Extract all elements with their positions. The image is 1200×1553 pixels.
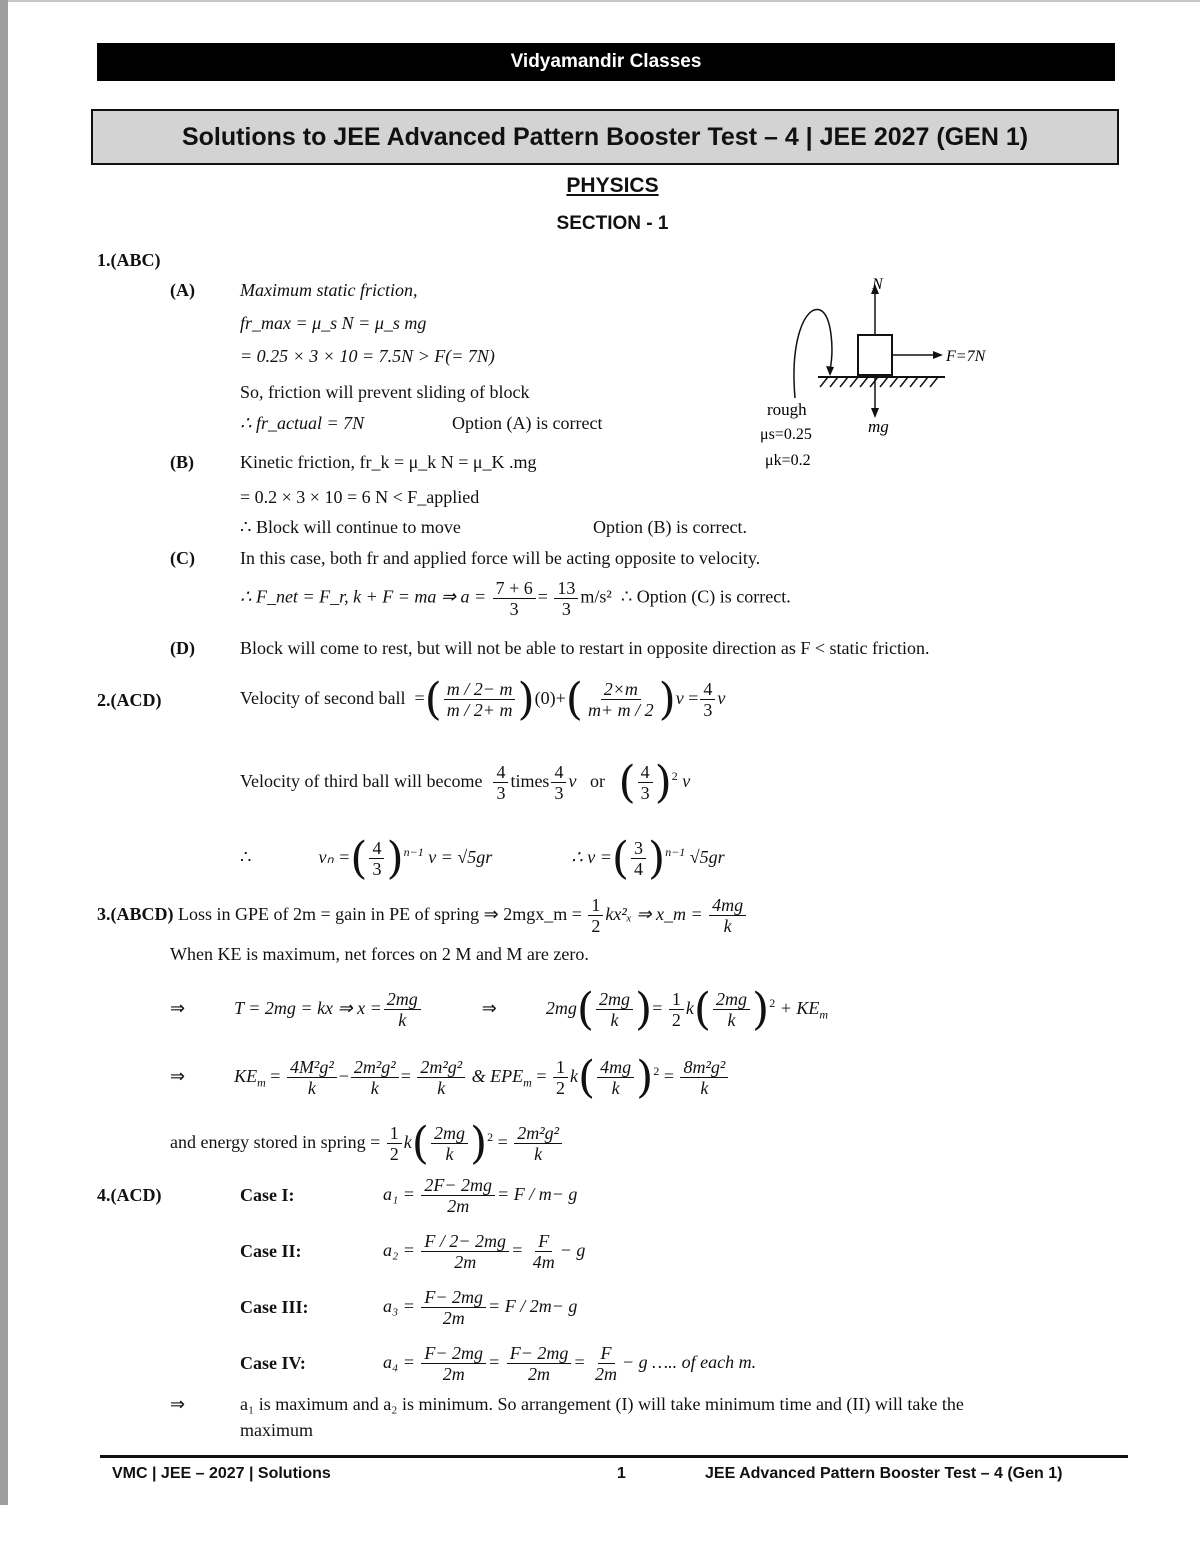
q2-root: v = √5gr xyxy=(428,847,493,867)
q2-times: times xyxy=(510,771,550,791)
frac-num: 4M²g² xyxy=(287,1057,337,1078)
ground-hatching xyxy=(820,377,938,387)
frac-den: 3 xyxy=(554,783,564,804)
q3-frac-8m xyxy=(680,1057,728,1098)
q1-c-frac2 xyxy=(554,578,578,619)
top-border xyxy=(0,0,1200,2)
frac-num: 1 xyxy=(669,989,684,1010)
title-text: Solutions to JEE Advanced Pattern Booster Test – 4 | JEE 2027 (GEN 1) xyxy=(181,122,1029,151)
frac-num: 2×m xyxy=(601,679,641,700)
frac-num: 1 xyxy=(387,1123,402,1144)
frac-den: k xyxy=(611,1078,620,1099)
paren: ) xyxy=(658,673,676,725)
frac-num: 4 xyxy=(700,679,715,700)
q1-b-line3: ∴ Block will continue to move xyxy=(240,517,461,537)
q3-frac xyxy=(384,989,421,1030)
q2-line2: Velocity of third ball will become $\frac{4}{3}$ times $\frac{4}{3}$ v or ( $\frac{4}{3}$ )$^2$ v xyxy=(240,756,691,808)
footer-right: JEE Advanced Pattern Booster Test – 4 (Gen 1) xyxy=(705,1465,1063,1482)
frac-den: 3 xyxy=(703,700,713,721)
q2-or: or xyxy=(589,771,605,791)
paren: ) xyxy=(386,832,404,884)
frac-num: 2mg xyxy=(713,989,750,1010)
pointer-curve xyxy=(794,310,832,398)
q4-frac xyxy=(421,1175,495,1216)
q1-a-line4: So, friction will prevent sliding of block xyxy=(240,382,530,402)
frac-num: 2mg xyxy=(384,989,421,1010)
paren: ( xyxy=(350,832,368,884)
paren: ( xyxy=(611,832,630,884)
paren: ) xyxy=(648,832,666,884)
frac-den: 3 xyxy=(372,859,382,880)
q1-c-unit: m/s² xyxy=(580,586,612,607)
paren: ( xyxy=(424,673,442,725)
frac-den: 3 xyxy=(509,599,519,619)
frac-num: 4mg xyxy=(709,895,746,916)
q4-eq2: a₂ = $\frac{F / 2- 2mg}{2m}$ = $\frac{F}{4m}$ − g xyxy=(383,1231,586,1273)
frac-num: 2m²g² xyxy=(514,1123,562,1144)
implies-arrow: ⇒ xyxy=(481,998,497,1018)
q2-number: 2.(ACD) xyxy=(97,690,162,710)
frac-den: 2m xyxy=(442,1308,465,1329)
q2-frac1 xyxy=(444,679,516,720)
frac-den: k xyxy=(307,1078,316,1099)
q2-eq: = xyxy=(688,688,699,708)
q4-case3: Case III: xyxy=(240,1297,309,1317)
q4-case2: Case II: xyxy=(240,1241,302,1261)
q2-label: Velocity of second ball xyxy=(240,688,406,708)
paren: ) xyxy=(654,756,672,808)
frac-num: 2F− 2mg xyxy=(421,1175,495,1196)
q4-case4: Case IV: xyxy=(240,1353,306,1373)
q2-frac xyxy=(551,762,566,803)
frac-den: 2m xyxy=(442,1364,465,1385)
frac-den: k xyxy=(700,1078,709,1099)
q4-eq4: a₄ = $\frac{F- 2mg}{2m}$ = $\frac{F- 2mg}{2m}$ = $\frac{F}{2m}$ − g ….. of each m. xyxy=(383,1343,757,1385)
frac-num: F− 2mg xyxy=(507,1343,572,1364)
frac-den: 2m xyxy=(528,1364,551,1385)
frac-den: 3 xyxy=(496,783,506,804)
q1-b-line1: Kinetic friction, fr_k = μ_k N = μ_K .mg xyxy=(240,452,537,472)
paren: ) xyxy=(469,1117,488,1169)
q4-conclusion2: maximum xyxy=(240,1420,313,1440)
q1-c-result: ∴ Option (C) is correct. xyxy=(620,586,791,607)
q4-frac xyxy=(507,1343,572,1384)
q3-frac-4mg xyxy=(597,1057,634,1098)
q4-a3: a₃ = xyxy=(383,1296,415,1316)
frac-num: 2mg xyxy=(431,1123,468,1144)
frac-den: 2 xyxy=(555,1078,565,1099)
label-rough: rough xyxy=(767,400,807,419)
q3-line4: ⇒ $KE_m$ = $\frac{\text{4M²g²}}{k}$ − $\frac{\text{2m²g²}}{k}$ = $\frac{\text{2m²g²}}{k}$ & $EPE_m$ = $\frac{1}{2}$ k( $\frac{4mg}{k}$ )$^2$ = $\frac{\text{8m²g²}}{k}$ xyxy=(170,1043,730,1111)
q1-c-line2: ∴ F_net = F_r, k + F = ma ⇒ a = $\frac{7 + 6}{3}$ = $\frac{13}{3}$ m/s² ∴ Option (C) is correct. xyxy=(240,578,791,619)
footer-rule xyxy=(100,1455,1128,1458)
q3-text3: T = 2mg = kx ⇒ x = xyxy=(234,998,382,1018)
q3-half xyxy=(669,989,684,1030)
q2-zero: (0)+ xyxy=(534,688,566,708)
q1-a-line1: Maximum static friction, xyxy=(240,280,418,300)
q3-frac xyxy=(431,1123,468,1164)
frac-num: 4 xyxy=(369,838,384,859)
frac-num: 13 xyxy=(554,578,578,599)
q2-vn: vₙ = xyxy=(318,847,351,867)
q2-frac3 xyxy=(631,838,646,879)
q3-line3: ⇒ T = 2mg = kx ⇒ x = $\frac{2mg}{k}$ ⇒ 2mg( $\frac{2mg}{k}$ )= $\frac{1}{2}$ k( $\frac{2mg}{k}$ )$^2 + KE_m$ xyxy=(170,983,829,1035)
q3-2mg: 2mg xyxy=(545,998,577,1018)
frac-den: k xyxy=(610,1010,619,1031)
paren: ( xyxy=(576,983,595,1035)
subject-heading: PHYSICS xyxy=(566,174,659,197)
label-mu-k: μk=0.2 xyxy=(765,452,811,469)
frac-den: 2 xyxy=(591,916,601,937)
q1-d-line1: Block will come to rest, but will not be able to restart in opposite direction as F < static friction. xyxy=(240,638,930,658)
frac-den: m+ m / 2 xyxy=(587,700,654,721)
frac-den: 2m xyxy=(454,1252,477,1273)
q3-frac-4m xyxy=(287,1057,337,1098)
q2-v-eq: ∴ v = xyxy=(571,847,612,867)
q1-c-eq: ∴ F_net = F_r, k + F = ma ⇒ a = xyxy=(240,586,487,607)
frac-den: k xyxy=(437,1078,446,1099)
q4-a3-result: = F / 2m− g xyxy=(488,1296,578,1316)
q1-c-line1: In this case, both fr and applied force will be acting opposite to velocity. xyxy=(240,548,761,568)
implies-arrow: ⇒ xyxy=(170,1066,186,1086)
frac-den: k xyxy=(723,916,732,937)
org-header xyxy=(97,43,1115,81)
q1-a-line2: fr_max = μ_s N = μ_s mg xyxy=(240,313,427,333)
applied-arrowhead xyxy=(933,351,943,359)
label-mg: mg xyxy=(868,417,889,436)
q3-line5: and energy stored in spring = $\frac{1}{2}$ k( $\frac{2mg}{k}$ )$^2$ = $\frac{\text{2m²g²}}{k}$ xyxy=(170,1109,564,1170)
frac-den: 4 xyxy=(634,859,644,880)
q4-a2-result: − g xyxy=(559,1240,586,1260)
exponent: n−1 xyxy=(403,845,424,859)
frac-num: 4 xyxy=(551,762,566,783)
frac-den: 3 xyxy=(561,599,571,619)
org-name: Vidyamandir Classes xyxy=(510,51,702,72)
document-title xyxy=(91,109,1119,165)
frac-den: 2 xyxy=(389,1144,399,1165)
block xyxy=(858,335,892,375)
frac-den: k xyxy=(398,1010,407,1031)
q4-frac xyxy=(421,1287,486,1328)
q4-number: 4.(ACD) xyxy=(97,1185,162,1205)
frac-num: 4 xyxy=(493,762,508,783)
section-heading: SECTION - 1 xyxy=(556,213,669,234)
q4-a1: a₁ = xyxy=(383,1184,415,1204)
q3-ke: + KE xyxy=(779,998,820,1018)
frac-num: 2mg xyxy=(596,989,633,1010)
paren: ( xyxy=(577,1051,596,1103)
frac-num: F− 2mg xyxy=(421,1343,486,1364)
q2-frac xyxy=(638,762,653,803)
paren: ( xyxy=(411,1117,429,1169)
q3-frac-2m xyxy=(514,1123,562,1164)
q3-xm-frac xyxy=(709,895,746,936)
q4-eq3 xyxy=(383,1282,577,1330)
q4-frac xyxy=(421,1231,509,1272)
frac-num: 2m²g² xyxy=(351,1057,399,1078)
q2-frac xyxy=(369,838,384,879)
paren: ( xyxy=(618,756,636,808)
paren: ) xyxy=(517,673,535,725)
frac-den: k xyxy=(534,1144,543,1165)
frac-den: 4m xyxy=(532,1252,555,1273)
frac-num: 4 xyxy=(638,762,653,783)
frac-den: k xyxy=(727,1010,736,1031)
frac-den: 2 xyxy=(671,1010,681,1031)
paren: ) xyxy=(636,1051,654,1103)
q2-result xyxy=(700,679,715,720)
q3-number: 3.(ABCD) xyxy=(97,904,174,924)
paren: ) xyxy=(752,983,770,1035)
paren: ( xyxy=(693,983,712,1035)
q4-frac xyxy=(530,1231,558,1272)
q2-frac xyxy=(493,762,508,803)
q3-text1: Loss in GPE of 2m = gain in PE of spring ⇒ 2mgx_m = xyxy=(178,904,582,924)
q3-text1b: kx²ₓ ⇒ x_m = xyxy=(605,904,703,924)
frac-num: 4mg xyxy=(597,1057,634,1078)
paren: ) xyxy=(635,983,653,1035)
q4-case1: Case I: xyxy=(240,1185,295,1205)
footer-left: VMC | JEE – 2027 | Solutions xyxy=(112,1465,331,1482)
q2-root2: √5gr xyxy=(689,847,725,867)
q4-conclusion1: a₁ is maximum and a₂ is minimum. So arrangement (I) will take minimum time and (II) will take the xyxy=(240,1394,964,1414)
q4-frac xyxy=(421,1343,486,1384)
frac-num: 2m²g² xyxy=(417,1057,465,1078)
q2-v: v xyxy=(682,771,691,791)
q3-frac-2m xyxy=(351,1057,399,1098)
frac-num: m / 2− m xyxy=(444,679,516,700)
pointer-arrowhead xyxy=(826,366,834,376)
q3-epe: & EPE xyxy=(471,1066,524,1086)
q2-v: v xyxy=(717,688,726,708)
frac-num: F / 2− 2mg xyxy=(421,1231,509,1252)
frac-num: 7 + 6 xyxy=(493,578,536,599)
implies-arrow: ⇒ xyxy=(170,998,186,1018)
frac-den: k xyxy=(445,1144,454,1165)
label-f: F=7N xyxy=(946,348,986,365)
frac-den: 2m xyxy=(595,1364,617,1385)
therefore-symbol: ∴ xyxy=(240,847,252,867)
q4-eq1 xyxy=(383,1170,577,1218)
q2-line3 xyxy=(240,822,725,887)
q4-implies: ⇒ xyxy=(170,1394,186,1414)
q1-number: 1.(ABC) xyxy=(97,250,161,270)
q4-a4: a₄ = xyxy=(383,1352,415,1372)
frac-den: 3 xyxy=(640,783,650,804)
label-n: N xyxy=(872,276,883,293)
q4-a1-result: = F / m− g xyxy=(497,1184,578,1204)
frac-num: F− 2mg xyxy=(421,1287,486,1308)
q3-line2: When KE is maximum, net forces on 2 M and M are zero. xyxy=(170,944,589,964)
q3-line1 xyxy=(97,891,748,937)
q1-c-frac1 xyxy=(493,578,536,619)
q1-a-line3: = 0.25 × 3 × 10 = 7.5N > F(= 7N) xyxy=(240,346,495,366)
q2-line1: Velocity of second ball =( $\frac{m / 2- m}{m / 2+ m}$ )(0)+( $\frac{2\times m}{m+ m / 2}$ )v = $\frac{4}{3}$ v xyxy=(240,673,726,725)
frac-den: k xyxy=(370,1078,379,1099)
q3-ke-label: KE xyxy=(234,1066,258,1086)
q2-v: v xyxy=(675,688,684,708)
q3-frac xyxy=(596,989,633,1030)
q1-b-line2: = 0.2 × 3 × 10 = 6 N < F_applied xyxy=(240,487,480,507)
q1-a-result: Option (A) is correct xyxy=(452,413,603,433)
frac-num: F xyxy=(535,1231,552,1252)
q4-frac xyxy=(592,1343,620,1384)
frac-num: 8m²g² xyxy=(680,1057,728,1078)
frac-num: F xyxy=(598,1343,615,1364)
frac-den: m / 2+ m xyxy=(446,700,513,721)
q3-half xyxy=(387,1123,402,1164)
q1-b-result: Option (B) is correct. xyxy=(593,517,747,537)
q3-half xyxy=(553,1057,568,1098)
q1-a-line5: ∴ fr_actual = 7N xyxy=(240,413,365,433)
q1-d-tag: (D) xyxy=(170,638,195,658)
frac-den: 2m xyxy=(447,1196,470,1217)
page-number: 1 xyxy=(617,1465,626,1482)
frac-num: 1 xyxy=(553,1057,568,1078)
frac-num: 1 xyxy=(588,895,603,916)
q2-label2: Velocity of third ball will become xyxy=(240,771,483,791)
q2-v: v xyxy=(568,771,577,791)
q4-a2: a₂ = xyxy=(383,1240,415,1260)
q3-text5: and energy stored in spring = xyxy=(170,1132,381,1152)
q2-frac2 xyxy=(585,679,657,720)
exponent: n−1 xyxy=(665,845,686,859)
q1-a-tag: (A) xyxy=(170,280,195,300)
frac-num: 3 xyxy=(631,838,646,859)
q3-frac xyxy=(713,989,750,1030)
q3-frac-2m xyxy=(417,1057,465,1098)
block-friction-diagram xyxy=(750,270,1010,475)
label-mu-s: μs=0.25 xyxy=(760,426,812,443)
q1-b-tag: (B) xyxy=(170,452,194,472)
paren: ( xyxy=(565,673,583,725)
q3-half xyxy=(588,895,603,936)
q4-a4-result: − g ….. of each m. xyxy=(622,1352,757,1372)
q1-c-tag: (C) xyxy=(170,548,195,568)
